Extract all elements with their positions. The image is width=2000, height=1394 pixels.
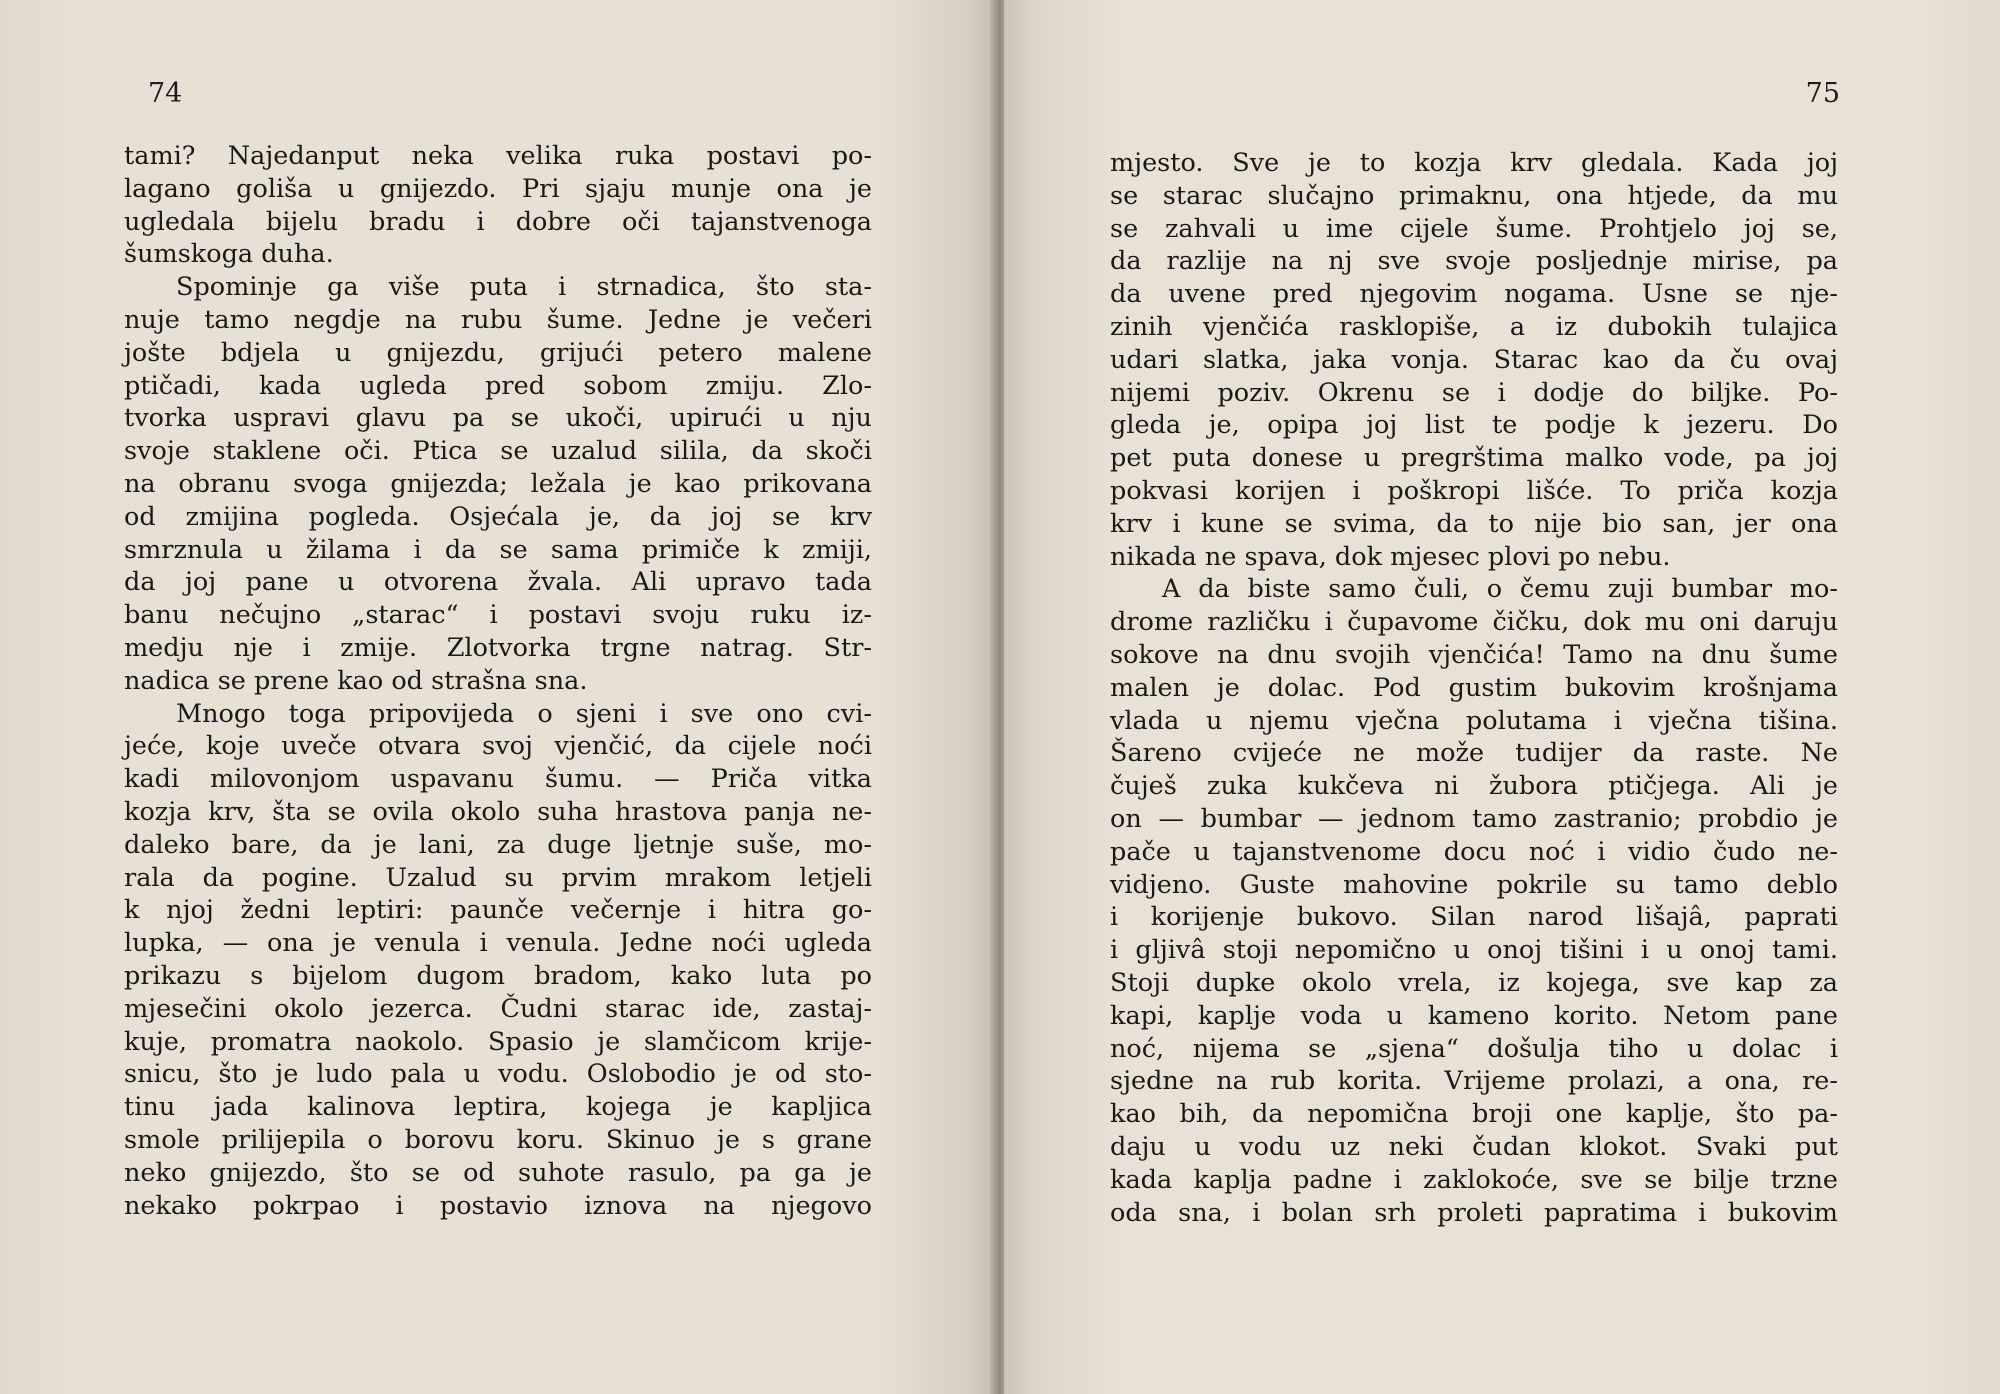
text-line: i gljivâ stoji nepomično u onoj tišini i u onoj tami. bbox=[1110, 935, 1838, 966]
text-line: zinih vjenčića rasklopiše, a iz dubokih tulajica bbox=[1110, 311, 1838, 342]
text-line: vlada u njemu vječna polutama i vječna tišina. bbox=[1110, 705, 1838, 736]
text-line: nekako pokrpao i postavio iznova na njegovo bbox=[124, 1190, 872, 1221]
right-page bbox=[1004, 0, 2000, 1394]
page-text bbox=[124, 140, 872, 1222]
text-line: se zahvali u ime cijele šume. Prohtjelo joj se, bbox=[1110, 213, 1838, 244]
text-line: mjesto. Sve je to kozja krv gledala. Kada joj bbox=[1110, 148, 1838, 178]
text-line: nijemi poziv. Okrenu se i dodje do biljke. Po- bbox=[1110, 377, 1838, 408]
text-line: jošte bdjela u gnijezdu, grijući petero malene bbox=[124, 337, 872, 368]
text-line: mjesečini okolo jezerca. Čudni starac ide, zastaj- bbox=[124, 993, 872, 1024]
text-line: krv i kune se svima, da to nije bio san, jer ona bbox=[1110, 508, 1838, 539]
text-line: kadi milovonjom uspavanu šumu. — Priča vitka bbox=[124, 764, 872, 795]
text-line: od zmijina pogleda. Osjećala je, da joj se krv bbox=[124, 501, 872, 532]
text-line: A da biste samo čuli, o čemu zuji bumbar mo- bbox=[1162, 574, 1838, 605]
text-line: k njoj žedni leptiri: paunče večernje i hitra go- bbox=[124, 895, 872, 926]
text-line: Šareno cvijeće ne može tudijer da raste. Ne bbox=[1110, 738, 1838, 769]
text-line: lupka, — ona je venula i venula. Jedne noći ugleda bbox=[124, 928, 872, 959]
text-line: kao bih, da nepomična broji one kaplje, što pa- bbox=[1110, 1099, 1838, 1130]
text-line: medju nje i zmije. Zlotvorka trgne natrag. Str- bbox=[124, 632, 872, 663]
page-number: 75 bbox=[1805, 78, 1840, 109]
text-line: Spominje ga više puta i strnadica, što sta- bbox=[176, 272, 872, 303]
text-line: vidjeno. Guste mahovine pokrile su tamo deblo bbox=[1110, 869, 1838, 900]
text-line: oda sna, i bolan srh proleti papratima i bukovim bbox=[1110, 1197, 1838, 1228]
text-line: prikazu s bijelom dugom bradom, kako luta po bbox=[124, 960, 872, 991]
text-line: smole prilijepila o borovu koru. Skinuo je s grane bbox=[124, 1124, 872, 1155]
text-line: gleda je, opipa joj list te podje k jezeru. Do bbox=[1110, 410, 1838, 441]
text-line: nikada ne spava, dok mjesec plovi po nebu. bbox=[1110, 541, 1671, 572]
left-page bbox=[0, 0, 996, 1394]
text-line: tami? Najedanput neka velika ruka postavi po- bbox=[124, 141, 872, 171]
text-line: Stoji dupke okolo vrela, iz kojega, sve kap za bbox=[1110, 967, 1838, 998]
page-text bbox=[1110, 147, 1838, 1229]
text-line: pokvasi korijen i poškropi lišće. To priča kozja bbox=[1110, 475, 1838, 506]
text-line: čuješ zuka kukčeva ni žubora ptičjega. Ali je bbox=[1110, 771, 1838, 802]
text-line: kozja krv, šta se ovila okolo suha hrastova panja ne- bbox=[124, 796, 872, 827]
text-line: na obranu svoga gnijezda; ležala je kao prikovana bbox=[124, 468, 872, 499]
text-line: udari slatka, jaka vonja. Starac kao da ču ovaj bbox=[1110, 344, 1838, 375]
text-line: rala da pogine. Uzalud su prvim mrakom letjeli bbox=[124, 862, 872, 893]
text-line: smrznula u žilama i da se sama primiče k zmiji, bbox=[124, 534, 872, 565]
text-line: pet puta donese u pregrštima malko vode, pa joj bbox=[1110, 443, 1838, 474]
text-line: drome različku i čupavome čičku, dok mu oni daruju bbox=[1110, 607, 1838, 638]
text-line: kuje, promatra naokolo. Spasio je slamčicom krije- bbox=[124, 1026, 872, 1057]
text-line: ptičadi, kada ugleda pred sobom zmiju. Zlo- bbox=[124, 370, 872, 401]
text-line: da razlije na nj sve svoje posljednje mirise, pa bbox=[1110, 246, 1838, 277]
text-line: banu nečujno „starac“ i postavi svoju ruku iz- bbox=[124, 600, 872, 631]
text-line: daju u vodu uz neki čudan klokot. Svaki put bbox=[1110, 1131, 1838, 1162]
text-line: pače u tajanstvenome docu noć i vidio čudo ne- bbox=[1110, 836, 1838, 867]
text-line: malen je dolac. Pod gustim bukovim krošnjama bbox=[1110, 672, 1838, 703]
text-line: sokove na dnu svojih vjenčića! Tamo na dnu šume bbox=[1110, 639, 1838, 670]
text-line: tinu jada kalinova leptira, kojega je kapljica bbox=[124, 1092, 872, 1123]
text-line: da joj pane u otvorena žvala. Ali upravo tada bbox=[124, 567, 872, 598]
text-line: noć, nijema se „sjena“ došulja tiho u dolac i bbox=[1110, 1033, 1838, 1064]
text-line: svoje staklene oči. Ptica se uzalud silila, da skoči bbox=[124, 436, 872, 467]
text-line: lagano goliša u gnijezdo. Pri sjaju munje ona je bbox=[124, 173, 872, 204]
text-line: nadica se prene kao od strašna sna. bbox=[124, 665, 588, 696]
text-line: daleko bare, da je lani, za duge ljetnje suše, mo- bbox=[124, 829, 872, 860]
text-line: ugledala bijelu bradu i dobre oči tajanstvenoga bbox=[124, 206, 872, 237]
text-line: kapi, kaplje voda u kameno korito. Netom pane bbox=[1110, 1000, 1838, 1031]
page-number: 74 bbox=[148, 78, 183, 109]
text-line: Mnogo toga pripovijeda o sjeni i sve ono cvi- bbox=[176, 698, 872, 729]
text-line: jeće, koje uveče otvara svoj vjenčić, da cijele noći bbox=[124, 731, 872, 762]
text-line: da uvene pred njegovim nogama. Usne se nje- bbox=[1110, 279, 1838, 310]
text-line: nuje tamo negdje na rubu šume. Jedne je večeri bbox=[124, 304, 872, 335]
text-line: on — bumbar — jednom tamo zastranio; probdio je bbox=[1110, 803, 1838, 834]
text-line: sjedne na rub korita. Vrijeme prolazi, a ona, re- bbox=[1110, 1066, 1838, 1097]
text-line: neko gnijezdo, što se od suhote rasulo, pa ga je bbox=[124, 1157, 872, 1188]
text-line: šumskoga duha. bbox=[124, 239, 334, 270]
text-line: kada kaplja padne i zaklokoće, sve se bilje trzne bbox=[1110, 1164, 1838, 1195]
text-line: se starac slučajno primaknu, ona htjede, da mu bbox=[1110, 180, 1838, 211]
text-line: tvorka uspravi glavu pa se ukoči, upirući u nju bbox=[124, 403, 872, 434]
text-line: i korijenje bukovo. Silan narod lišajâ, paprati bbox=[1110, 902, 1838, 933]
text-line: snicu, što je ludo pala u vodu. Oslobodio je od sto- bbox=[124, 1059, 872, 1090]
